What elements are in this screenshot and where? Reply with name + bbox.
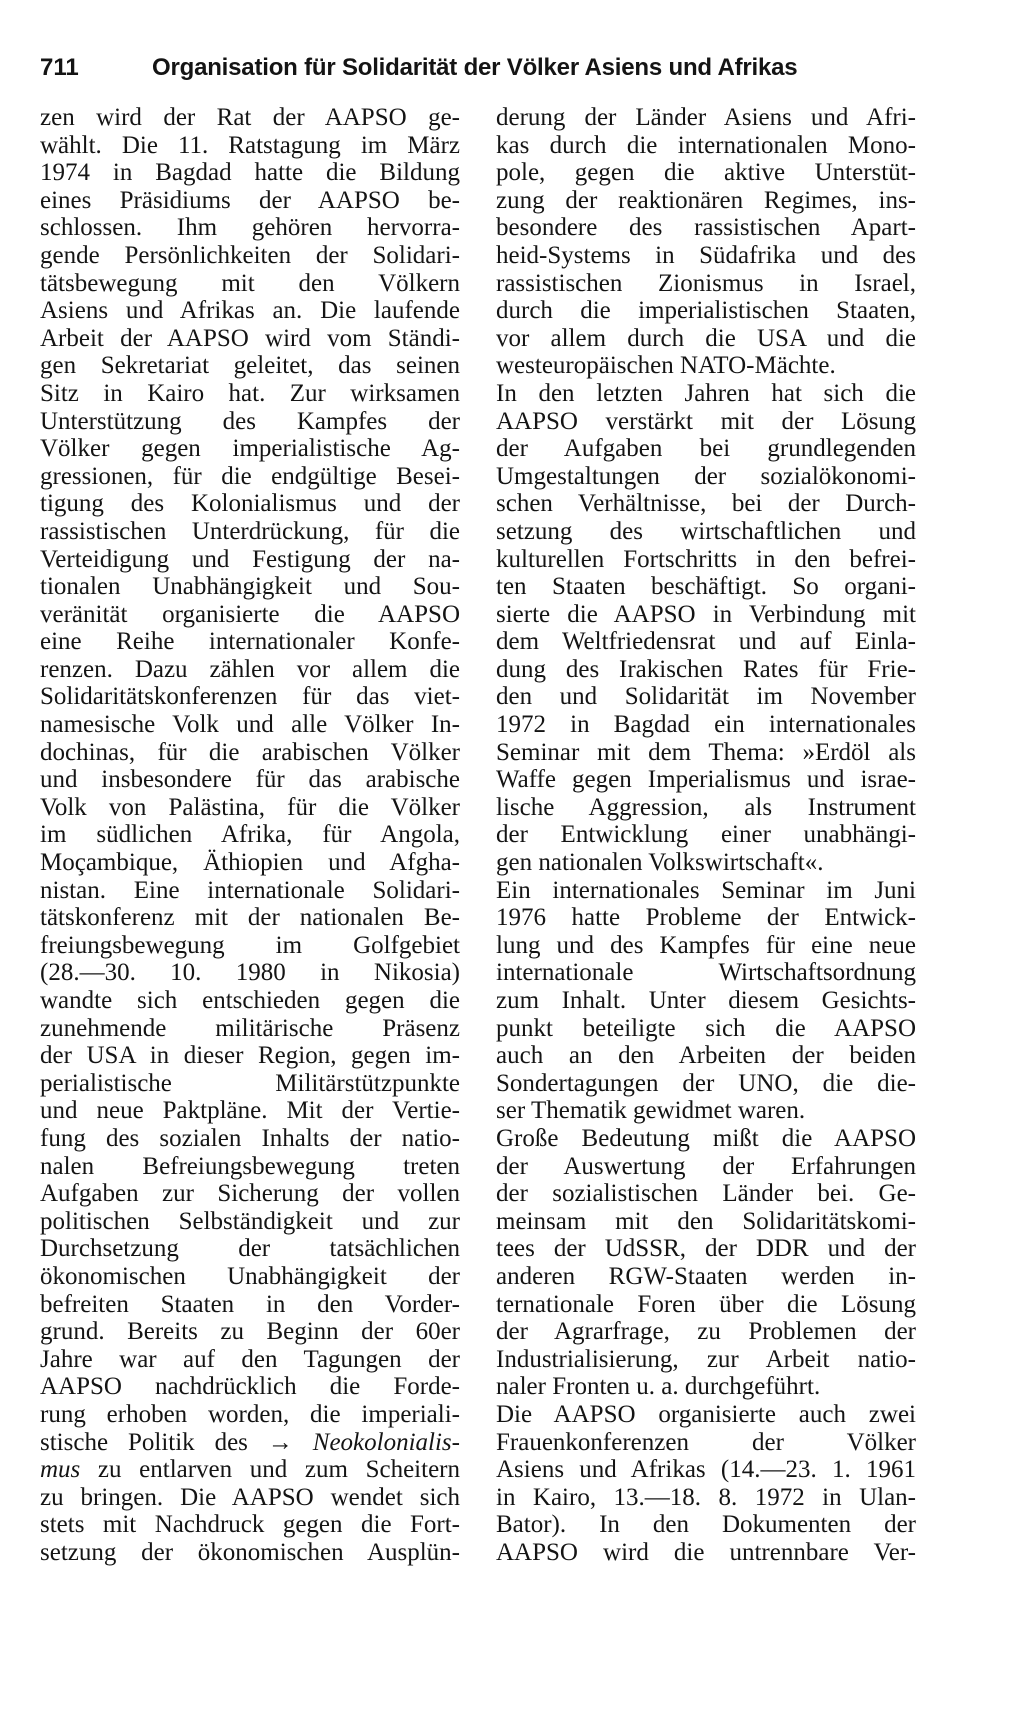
text-line: setzung des wirtschaftlichen und (496, 517, 916, 545)
text-line: lung und des Kampfes für eine neue (496, 931, 916, 959)
text-line: kulturellen Fortschritts in den befrei- (496, 545, 916, 573)
text-line: der Entwicklung einer unabhängi- (496, 821, 916, 849)
text-line: meinsam mit den Solidaritätskomi- (496, 1207, 916, 1235)
text-line: pole, gegen die aktive Unterstüt- (496, 159, 916, 187)
text-line: der Aufgaben bei grundlegenden (496, 435, 916, 463)
page-number: 711 (40, 54, 79, 81)
text-line: Industrialisierung, zur Arbeit natio- (496, 1345, 916, 1373)
text-line: wählt. Die 11. Ratstagung im März (40, 131, 460, 159)
text-line: rassistischen Zionismus in Israel, (496, 269, 916, 297)
text-line: ten Staaten beschäftigt. So organi- (496, 573, 916, 601)
text-line: Solidaritätskonferenzen für das viet- (40, 683, 460, 711)
text-line: Durchsetzung der tatsächlichen (40, 1235, 460, 1263)
text-line: tees der UdSSR, der DDR und der (496, 1235, 916, 1263)
text-line: Völker gegen imperialistische Ag- (40, 435, 460, 463)
text-line: Aufgaben zur Sicherung der vollen (40, 1180, 460, 1208)
text-line: In den letzten Jahren hat sich die (496, 379, 916, 407)
text-line: Seminar mit dem Thema: »Erdöl als (496, 738, 916, 766)
text-line: Arbeit der AAPSO wird vom Ständi- (40, 324, 460, 352)
text-line: nalen Befreiungsbewegung treten (40, 1152, 460, 1180)
text-line: der sozialistischen Länder bei. Ge- (496, 1180, 916, 1208)
text-line: besondere des rassistischen Apart- (496, 214, 916, 242)
text-line: tätsbewegung mit den Völkern (40, 269, 460, 297)
text-line: durch die imperialistischen Staaten, (496, 297, 916, 325)
text-line: schen Verhältnisse, bei der Durch- (496, 490, 916, 518)
text-line: sierte die AAPSO in Verbindung mit (496, 600, 916, 628)
text-line: renzen. Dazu zählen vor allem die (40, 655, 460, 683)
text-line: Asiens und Afrikas (14.—23. 1. 1961 (496, 1456, 916, 1484)
text-line: dung des Irakischen Rates für Frie- (496, 655, 916, 683)
text-line: AAPSO verstärkt mit der Lösung (496, 407, 916, 435)
text-line: Volk von Palästina, für die Völker (40, 793, 460, 821)
text-line: Die AAPSO organisierte auch zwei (496, 1400, 916, 1428)
text-line: eines Präsidiums der AAPSO be- (40, 186, 460, 214)
text-line: gressionen, für die endgültige Besei- (40, 462, 460, 490)
text-line: heid-Systems in Südafrika und des (496, 241, 916, 269)
text-line: wandte sich entschieden gegen die (40, 987, 460, 1014)
text-column-right (496, 104, 916, 1566)
text-line: Umgestaltungen der sozialökonomi- (496, 462, 916, 490)
text-line: anderen RGW-Staaten werden in- (496, 1262, 916, 1290)
text-line: gende Persönlichkeiten der Solidari- (40, 241, 460, 269)
text-line: befreiten Staaten in den Vorder- (40, 1290, 460, 1318)
text-line: Frauenkonferenzen der Völker (496, 1428, 916, 1456)
text-line: zen wird der Rat der AAPSO ge- (40, 104, 460, 131)
text-line: fung des sozialen Inhalts der natio- (40, 1124, 460, 1152)
text-line: Verteidigung und Festigung der na- (40, 545, 460, 573)
text-line: vor allem durch die USA und die (496, 324, 916, 352)
text-line: 1974 in Bagdad hatte die Bildung (40, 159, 460, 187)
text-line: stets mit Nachdruck gegen die Fort- (40, 1511, 460, 1539)
text-line: zum Inhalt. Unter diesem Gesichts- (496, 987, 916, 1014)
text-line: tätskonferenz mit der nationalen Be- (40, 904, 460, 932)
text-line: stische Politik des → Neokolonialis- (40, 1428, 460, 1456)
text-line: und neue Paktpläne. Mit der Vertie- (40, 1097, 460, 1125)
text-line: politischen Selbständigkeit und zur (40, 1207, 460, 1235)
text-line: der USA in dieser Region, gegen im- (40, 1042, 460, 1070)
text-line: veränität organisierte die AAPSO (40, 600, 460, 628)
text-line: der Auswertung der Erfahrungen (496, 1152, 916, 1180)
text-line: schlossen. Ihm gehören hervorra- (40, 214, 460, 242)
text-column-left (40, 104, 460, 1566)
text-line: der Agrarfrage, zu Problemen der (496, 1318, 916, 1346)
text-line: zunehmende militärische Präsenz (40, 1014, 460, 1042)
text-line: kas durch die internationalen Mono- (496, 131, 916, 159)
text-line: Sondertagungen der UNO, die die- (496, 1069, 916, 1097)
text-line: (28.—30. 10. 1980 in Nikosia) (40, 959, 460, 987)
text-line: tigung des Kolonialismus und der (40, 490, 460, 518)
text-line: mus zu entlarven und zum Scheitern (40, 1456, 460, 1484)
text-line: eine Reihe internationaler Konfe- (40, 628, 460, 656)
text-line: Ein internationales Seminar im Juni (496, 876, 916, 904)
text-line: setzung der ökonomischen Ausplün- (40, 1538, 460, 1566)
text-line: 1972 in Bagdad ein internationales (496, 711, 916, 739)
text-line: im südlichen Afrika, für Angola, (40, 821, 460, 849)
text-line: Große Bedeutung mißt die AAPSO (496, 1124, 916, 1152)
text-line: gen nationalen Volkswirtschaft«. (496, 849, 824, 877)
text-line: derung der Länder Asiens und Afri- (496, 104, 916, 131)
text-line: Jahre war auf den Tagungen der (40, 1345, 460, 1373)
text-line: westeuropäischen NATO-Mächte. (496, 352, 836, 380)
text-line: zu bringen. Die AAPSO wendet sich (40, 1483, 460, 1511)
text-line: auch an den Arbeiten der beiden (496, 1042, 916, 1070)
text-line: Asiens und Afrikas an. Die laufende (40, 297, 460, 325)
text-line: lische Aggression, als Instrument (496, 793, 916, 821)
text-line: AAPSO nachdrücklich die Forde- (40, 1373, 460, 1401)
text-line: dem Weltfriedensrat und auf Einla- (496, 628, 916, 656)
text-line: Sitz in Kairo hat. Zur wirksamen (40, 379, 460, 407)
text-line: rung erhoben worden, die imperiali- (40, 1400, 460, 1428)
text-line: rassistischen Unterdrückung, für die (40, 517, 460, 545)
text-line: ökonomischen Unabhängigkeit der (40, 1262, 460, 1290)
running-title: Organisation für Solidarität der Völker Asiens und Afrikas (152, 54, 798, 81)
text-line: in Kairo, 13.—18. 8. 1972 in Ulan- (496, 1483, 916, 1511)
text-line: AAPSO wird die untrennbare Ver- (496, 1538, 916, 1566)
text-line: tionalen Unabhängigkeit und Sou- (40, 573, 460, 601)
text-line: internationale Wirtschaftsordnung (496, 959, 916, 987)
text-line: Moçambique, Äthiopien und Afgha- (40, 849, 460, 877)
text-line: den und Solidarität im November (496, 683, 916, 711)
text-line: ternationale Foren über die Lösung (496, 1290, 916, 1318)
text-line: namesische Volk und alle Völker In- (40, 711, 460, 739)
text-line: freiungsbewegung im Golfgebiet (40, 931, 460, 959)
text-line: grund. Bereits zu Beginn der 60er (40, 1318, 460, 1346)
text-line: 1976 hatte Probleme der Entwick- (496, 904, 916, 932)
text-line: punkt beteiligte sich die AAPSO (496, 1014, 916, 1042)
text-line: naler Fronten u. a. durchgeführt. (496, 1373, 821, 1401)
text-line: Unterstützung des Kampfes der (40, 407, 460, 435)
text-line: gen Sekretariat geleitet, das seinen (40, 352, 460, 380)
text-line: zung der reaktionären Regimes, ins- (496, 186, 916, 214)
text-line: Bator). In den Dokumenten der (496, 1511, 916, 1539)
text-line: nistan. Eine internationale Solidari- (40, 876, 460, 904)
running-head (40, 48, 920, 88)
text-line: ser Thematik gewidmet waren. (496, 1097, 806, 1125)
text-line: Waffe gegen Imperialismus und israe- (496, 766, 916, 794)
text-line: perialistische Militärstützpunkte (40, 1069, 460, 1097)
text-line: und insbesondere für das arabische (40, 766, 460, 794)
text-line: dochinas, für die arabischen Völker (40, 738, 460, 766)
